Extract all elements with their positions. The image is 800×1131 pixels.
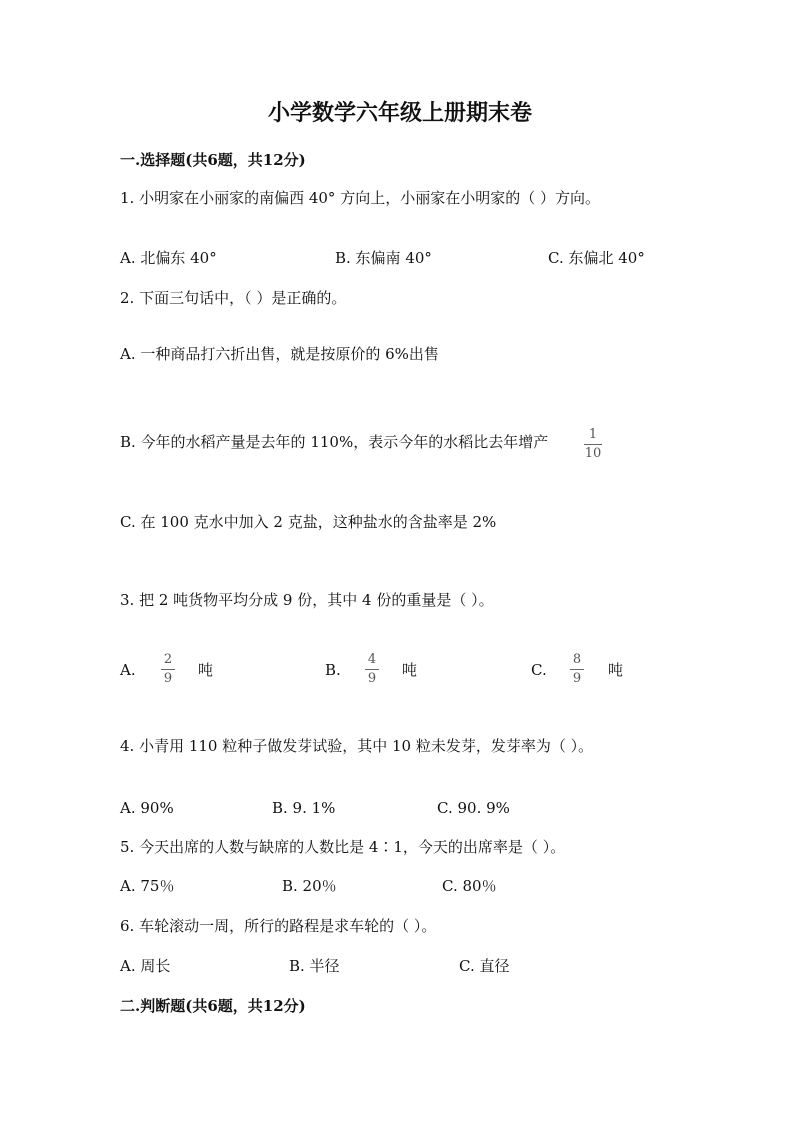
question-3-option-b-fraction [365, 652, 379, 687]
question-1-option-b: B. 东偏南 40° [335, 249, 432, 267]
question-3-option-a-fraction [161, 652, 175, 687]
question-2-option-c: C. 在 100 克水中加入 2 克盐，这种盐水的含盐率是 2% [120, 513, 497, 531]
question-3-option-c-label: C. [531, 661, 547, 679]
question-6-stem: 6. 车轮滚动一周，所行的路程是求车轮的（ ）。 [120, 917, 437, 935]
question-3-option-c-fraction [570, 652, 584, 687]
question-5-option-a: A. 75％ [120, 877, 175, 895]
fraction-bar [584, 444, 602, 445]
question-6-option-a: A. 周长 [120, 957, 171, 975]
question-3-option-c-unit: 吨 [608, 661, 624, 679]
fraction-denominator: 9 [367, 671, 377, 686]
section-heading-choice: 一.选择题(共6题，共12分) [120, 151, 306, 169]
fraction-bar [161, 669, 175, 670]
question-2-option-b: B. 今年的水稻产量是去年的 110%，表示今年的水稻比去年增产 [120, 433, 549, 451]
fraction-denominator: 10 [584, 446, 602, 461]
question-4-option-c: C. 90. 9% [437, 799, 510, 817]
fraction-bar [570, 669, 584, 670]
fraction-denominator: 9 [163, 671, 173, 686]
fraction-numerator: 8 [572, 652, 582, 667]
question-4-option-b: B. 9. 1% [272, 799, 336, 817]
page-title: 小学数学六年级上册期末卷 [267, 100, 532, 126]
fraction-bar [365, 669, 379, 670]
question-2-option-a: A. 一种商品打六折出售，就是按原价的 6%出售 [120, 345, 439, 363]
question-4-option-a: A. 90% [120, 799, 174, 817]
question-2-stem: 2. 下面三句话中，（ ）是正确的。 [120, 289, 347, 307]
question-6-option-b: B. 半径 [289, 957, 340, 975]
question-5-option-b: B. 20％ [282, 877, 337, 895]
question-3-option-a-label: A. [120, 661, 136, 679]
question-6-option-c: C. 直径 [459, 957, 510, 975]
question-2-fraction [584, 427, 602, 462]
fraction-denominator: 9 [572, 671, 582, 686]
question-3-option-b-unit: 吨 [402, 661, 418, 679]
question-5-option-c: C. 80％ [442, 877, 497, 895]
question-1-option-c: C. 东偏北 40° [548, 249, 645, 267]
question-5-stem: 5. 今天出席的人数与缺席的人数比是 4∶1，今天的出席率是（ ）。 [120, 838, 566, 856]
fraction-numerator: 1 [588, 427, 598, 442]
question-3-option-a-unit: 吨 [198, 661, 214, 679]
question-1-option-a: A. 北偏东 40° [120, 249, 217, 267]
question-3-option-b-label: B. [325, 661, 341, 679]
question-4-stem: 4. 小青用 110 粒种子做发芽试验，其中 10 粒未发芽，发芽率为（ ）。 [120, 737, 594, 755]
question-3-stem: 3. 把 2 吨货物平均分成 9 份，其中 4 份的重量是（ ）。 [120, 591, 494, 609]
question-1-stem: 1. 小明家在小丽家的南偏西 40° 方向上，小丽家在小明家的（ ）方向。 [120, 189, 600, 207]
fraction-numerator: 4 [367, 652, 377, 667]
fraction-numerator: 2 [163, 652, 173, 667]
section-heading-judgment: 二.判断题(共6题，共12分) [120, 997, 306, 1015]
